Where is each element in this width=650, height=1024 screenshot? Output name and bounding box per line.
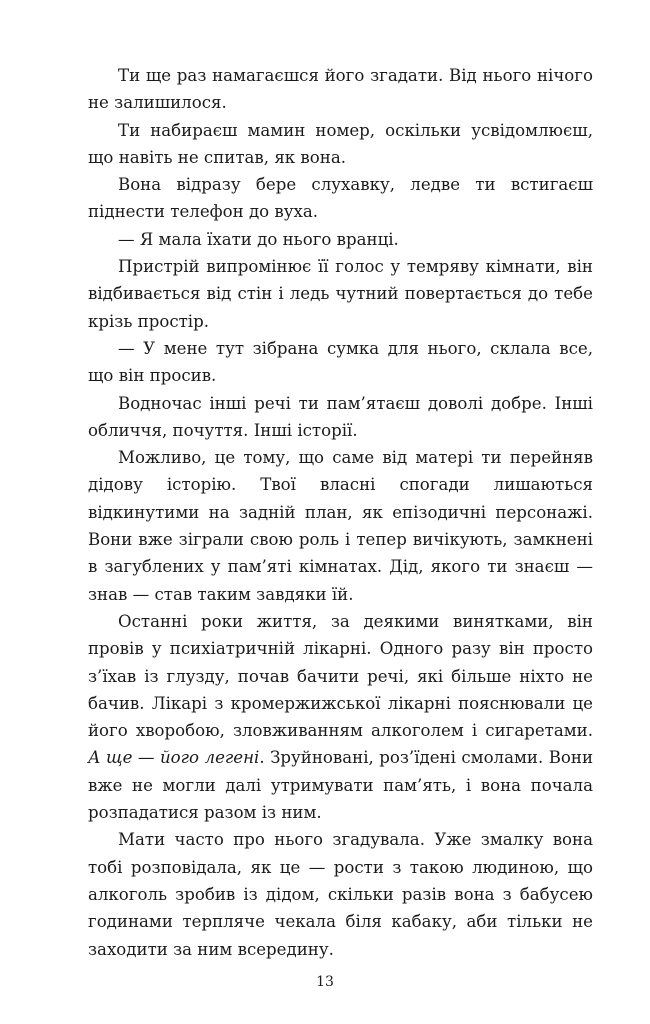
paragraph-7: Водночас інші речі ти пам’ятаєш доволі добре. Інші обличчя, почуття. Інші історії. [88,393,593,440]
paragraph-1: Ти ще раз намагаєшся його згадати. Від нього нічого не залишилося. [88,66,593,113]
page-body [88,62,593,963]
paragraph-9-italic: А ще — його легені [88,748,260,768]
paragraph-3: Вона відразу бере слухавку, ледве ти встигаєш піднести телефон до вуха. [88,175,593,222]
paragraph-10: Мати часто про нього згадувала. Уже змалку вона тобі розповідала, як це — рости з такою людиною, що алкоголь зробив із дідом, скільки разів вона з бабусею годинами терпляче чекала біля кабаку, аби тільки не заходити за ним всередину. [88,830,593,959]
paragraph-6-dialogue: — У мене тут зібрана сумка для нього, склала все, що він просив. [88,338,593,386]
paragraph-2: Ти набираєш мамин номер, оскільки усвідомлюєш, що навіть не спитав, як вона. [88,120,593,167]
paragraph-5: Пристрій випромінює її голос у темряву кімнати, він відбивається від стін і ледь чутний повертається до тебе крізь простір. [88,257,593,331]
paragraph-4-dialogue: — Я мала їхати до нього вранці. [118,229,399,249]
paragraph-9-part-1: Останні роки життя, за деякими винятками, він провів у психіатричній лікарні. Одного разу він просто з’їхав із глузду, почав бачити речі, які більше ніхто не бачив. Лікарі з кромержижської лікарні пояснювали це його хворобою, зловживанням алкоголем і сигаретами. [88,611,593,741]
paragraph-8: Можливо, це тому, що саме від матері ти перейняв дідову історію. Твої власні спогади лишаються відкинутими на задній план, як епізодичні персонажі. Вони вже зіграли свою роль і тепер вичікують, замкнені в загублених у пам’яті кімнатах. Дід, якого ти знаєш — знав — став таким завдяки їй. [88,448,593,604]
paragraph-9-part-2: . Зруйновані, роз’їдені смолами. Вони вже не могли далі утримувати пам’ять, і вона почала розпадатися разом із ним. [88,748,594,823]
page-number: 13 [316,974,334,990]
paragraph-9 [88,608,593,826]
